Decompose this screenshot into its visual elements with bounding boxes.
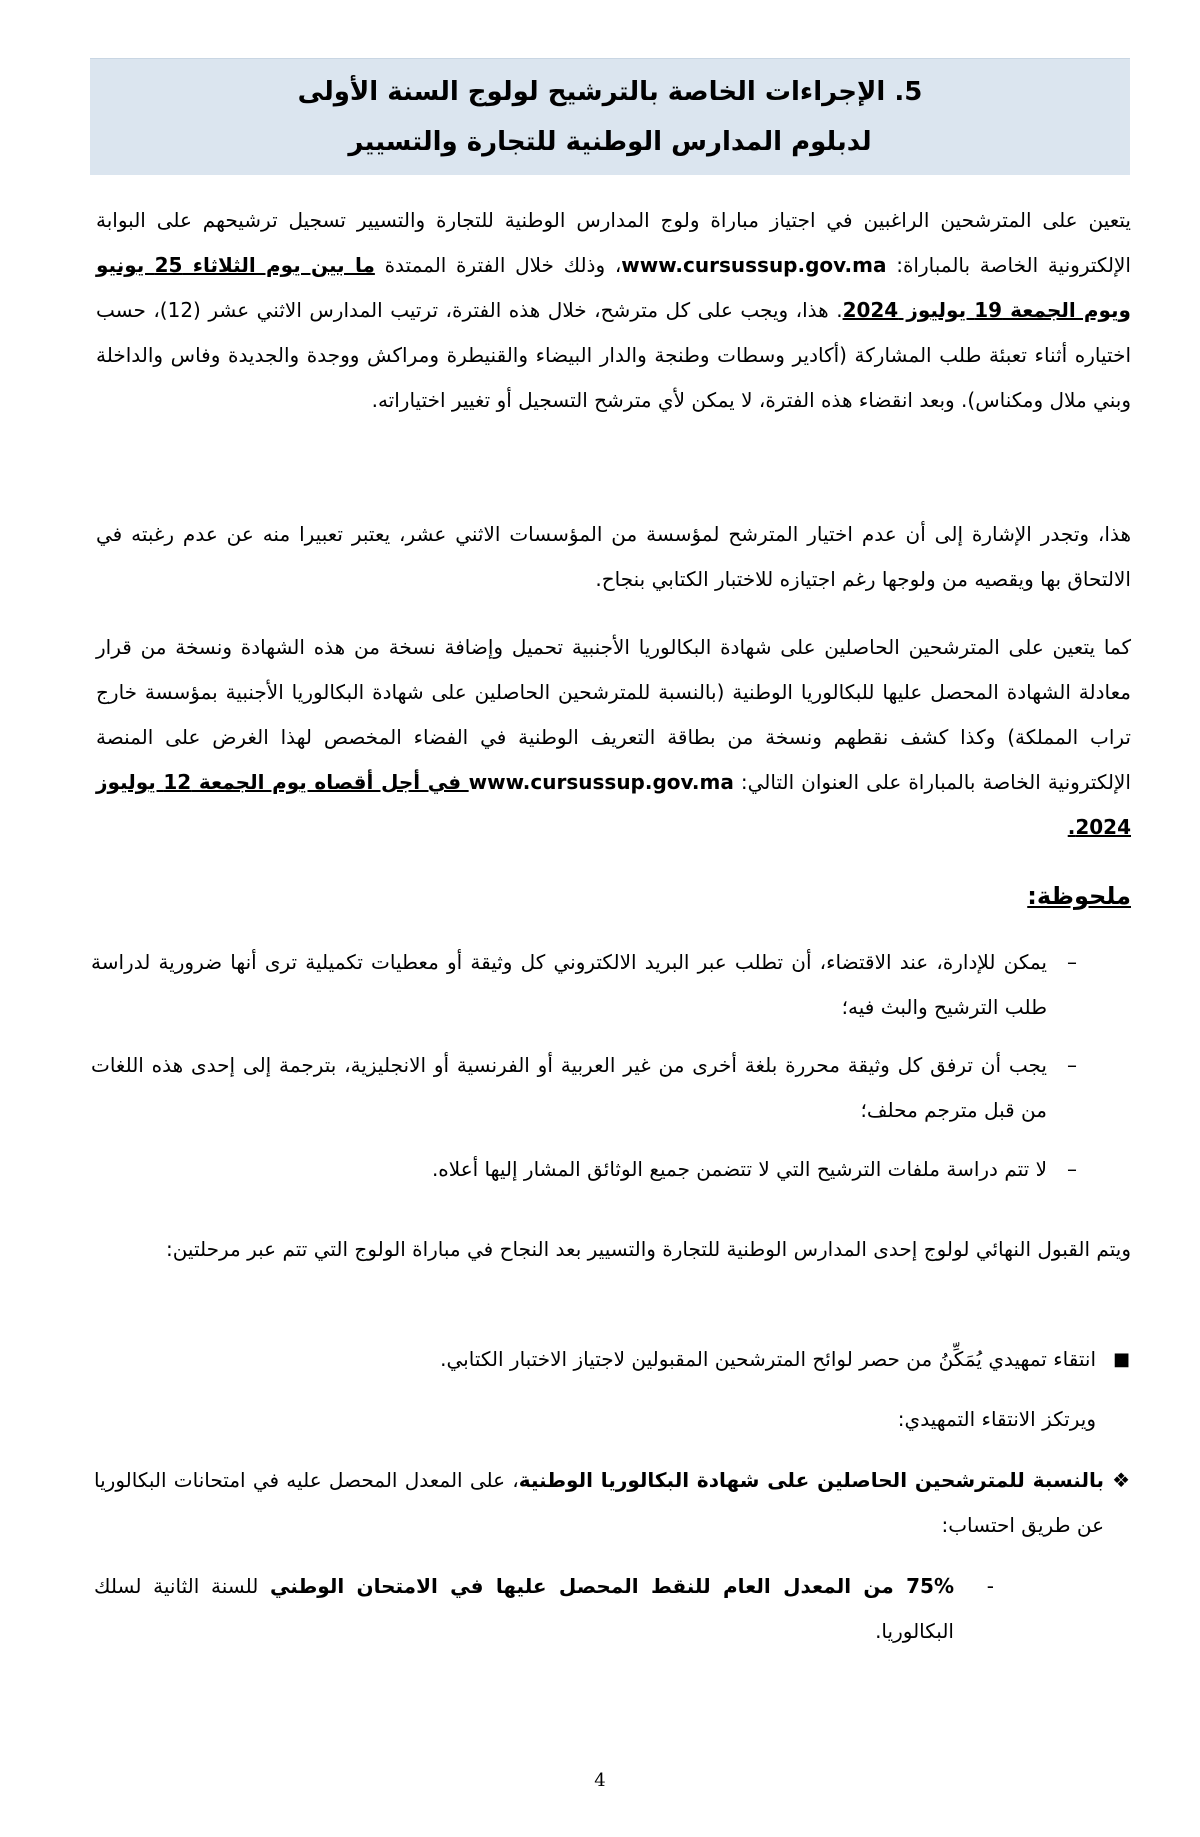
weighting-rest: للسنة الثانية لسلك البكالوريا. bbox=[94, 1574, 954, 1643]
section-title-line1: 5. الإجراءات الخاصة بالترشيح لولوج السنة الأولى bbox=[297, 77, 923, 107]
paragraph-admission-stages: ويتم القبول النهائي لولوج إحدى المدارس الوطنية للتجارة والتسيير بعد النجاح في مباراة الولوج التي تتم عبر مرحلتين: bbox=[165, 1237, 1131, 1261]
registration-url[interactable]: www.cursussup.gov.ma bbox=[621, 253, 887, 277]
note-title: ملحوظة: bbox=[1027, 882, 1131, 910]
paragraph-school-choice: هذا، وتجدر الإشارة إلى أن عدم اختيار المترشح لمؤسسة من المؤسسات الاثني عشر، يعتبر تعبيرا منه عن عدم رغبته في الالتحاق بها ويقصيه من ولوجها رغم اجتيازه للاختبار الكتابي بنجاح. bbox=[96, 522, 1131, 591]
preselection-label: ويرتكز الانتقاء التمهيدي: bbox=[897, 1407, 1096, 1431]
upload-deadline: في أجل أقصاه يوم الجمعة 12 يوليوز 2024. bbox=[96, 770, 1131, 839]
registration-period: ما بين يوم الثلاثاء 25 يونيو ويوم الجمعة 19 يوليوز 2024 bbox=[96, 253, 1131, 322]
note-item-marker: – bbox=[1067, 1157, 1077, 1181]
note-item-marker: – bbox=[1067, 950, 1077, 974]
paragraph-foreign-bac-text: كما يتعين على المترشحين الحاصلين على شهادة البكالوريا الأجنبية تحميل وإضافة نسخة من هذه الشهادة ونسخة من قرار معادلة الشهادة المحصل عليها للبكالوريا الوطنية (بالنسبة للمترشحين الحاصلين على شهادة البكالوريا الأجنبية بمؤسسة خارج تراب المملكة) وكذا كشف نقطهم ونسخة من بطاقة التعريف الوطنية في الفضاء المخصص لهذا الغرض على المنصة الإلكترونية الخاصة بالمباراة على العنوان التالي: bbox=[96, 635, 1131, 794]
paragraph-registration-text2: ، وذلك خلال الفترة الممتدة bbox=[374, 253, 622, 277]
note-item-marker: – bbox=[1067, 1053, 1077, 1077]
page-number: 4 bbox=[594, 1770, 606, 1791]
section-header bbox=[90, 58, 1130, 175]
national-bac-bold: بالنسبة للمترشحين الحاصلين على شهادة البكالوريا الوطنية bbox=[518, 1468, 1105, 1492]
national-bac-item bbox=[94, 1458, 1104, 1548]
note-item: يمكن للإدارة، عند الاقتضاء، أن تطلب عبر البريد الالكتروني كل وثيقة أو معطيات تكميلية ترى أنها ضرورية لدراسة طلب الترشيح والبث فيه؛ bbox=[91, 950, 1047, 1019]
dash-marker: - bbox=[986, 1574, 994, 1598]
note-item: يجب أن ترفق كل وثيقة محررة بلغة أخرى من غير العربية أو الفرنسية أو الانجليزية، بترجمة إلى إحدى هذه اللغات من قبل مترجم محلف؛ bbox=[91, 1053, 1047, 1122]
note-item: لا تتم دراسة ملفات الترشيح التي لا تتضمن جميع الوثائق المشار إليها أعلاه. bbox=[431, 1157, 1047, 1181]
national-bac-rest: ، على المعدل المحصل عليه في امتحانات البكالوريا عن طريق احتساب: bbox=[94, 1468, 1104, 1537]
diamond-bullet-icon: ❖ bbox=[1112, 1468, 1130, 1492]
weighting-bold: 75% من المعدل العام للنقط المحصل عليها في الامتحان الوطني bbox=[270, 1574, 955, 1598]
paragraph-foreign-bac bbox=[96, 625, 1131, 850]
paragraph-registration bbox=[96, 198, 1131, 423]
square-bullet-icon: ■ bbox=[1112, 1349, 1130, 1370]
upload-url[interactable]: www.cursussup.gov.ma bbox=[468, 770, 734, 794]
weighting-item bbox=[94, 1564, 954, 1654]
paragraph-registration-text1: يتعين على المترشحين الراغبين في اجتياز مباراة ولوج المدارس الوطنية للتجارة والتسيير تسجيل ترشيحهم على البوابة الإلكترونية الخاصة بالمباراة: bbox=[96, 208, 1131, 277]
section-title-line2: لدبلوم المدارس الوطنية للتجارة والتسيير bbox=[348, 127, 872, 157]
preselection-item: انتقاء تمهيدي يُمَكِّنُ من حصر لوائح المترشحين المقبولين لاجتياز الاختبار الكتابي. bbox=[440, 1347, 1096, 1371]
paragraph-registration-text3: . هذا، ويجب على كل مترشح، خلال هذه الفترة، ترتيب المدارس الاثني عشر (12)، حسب اختياره أثناء تعبئة طلب المشاركة (أكادير وسطات وطنجة والدار البيضاء والقنيطرة ومراكش ووجدة والجديدة وفاس والداخلة وبني ملال ومكناس). وبعد انقضاء هذه الفترة، لا يمكن لأي مترشح التسجيل أو تغيير اختياراته. bbox=[96, 298, 1131, 412]
